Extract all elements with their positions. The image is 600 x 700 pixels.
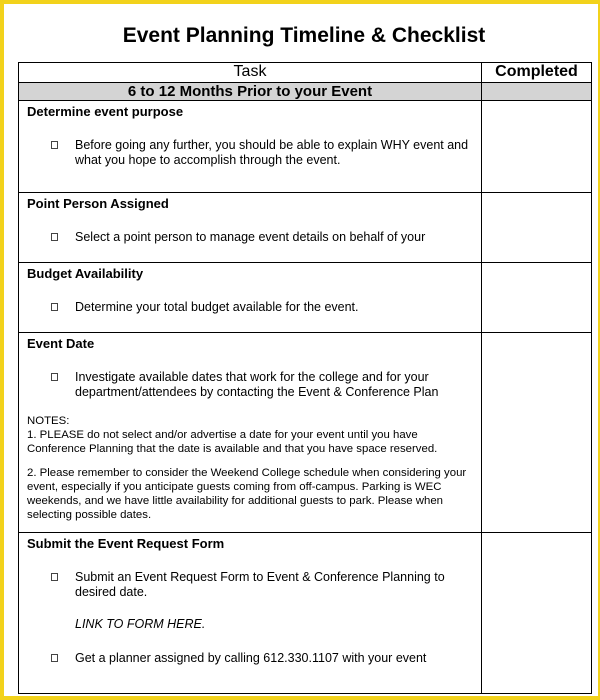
task-heading: Point Person Assigned <box>27 196 169 211</box>
checkbox[interactable] <box>51 141 58 149</box>
checkbox[interactable] <box>51 233 58 241</box>
form-link[interactable]: LINK TO FORM HERE. <box>75 617 206 631</box>
completed-cell[interactable] <box>482 333 592 533</box>
checklist-table <box>18 62 592 694</box>
checklist-item <box>19 230 481 245</box>
section-row <box>19 83 592 101</box>
note-1: 1. PLEASE do not select and/or advertise a date for your event until you have Conference Planning that the date is available and that you have space reserved. <box>27 429 438 455</box>
task-cell <box>19 101 482 193</box>
completed-cell[interactable] <box>482 101 592 193</box>
task-cell <box>19 333 482 533</box>
checklist-item-text: Submit an Event Request Form to Event & Conference Planning to desired date. <box>75 570 445 599</box>
task-column-header: Task <box>19 63 482 83</box>
task-cell <box>19 533 482 694</box>
table-row <box>19 263 592 333</box>
checklist-item <box>19 138 481 168</box>
document-title: Event Planning Timeline & Checklist <box>122 24 486 47</box>
section-completed-cell <box>482 83 592 101</box>
table-header-row <box>19 63 592 83</box>
checklist-item <box>19 370 481 400</box>
table-row <box>19 333 592 533</box>
completed-column-header: Completed <box>482 63 592 83</box>
checkbox[interactable] <box>51 303 58 311</box>
task-heading: Budget Availability <box>27 266 144 281</box>
task-heading: Submit the Event Request Form <box>27 536 225 551</box>
checklist-item-text: Get a planner assigned by calling 612.330.1107 with your event <box>75 651 427 665</box>
completed-cell[interactable] <box>482 193 592 263</box>
task-cell <box>19 263 482 333</box>
notes-label: NOTES: <box>27 415 70 427</box>
checkbox[interactable] <box>51 573 58 581</box>
table-row <box>19 193 592 263</box>
completed-cell[interactable] <box>482 263 592 333</box>
task-heading: Event Date <box>27 336 95 351</box>
table-row <box>19 101 592 193</box>
task-cell <box>19 193 482 263</box>
checklist-item-text: Before going any further, you should be able to explain WHY event and what you hope to accomplish through the event. <box>75 138 469 167</box>
checklist-item-text: Determine your total budget available for the event. <box>75 300 359 314</box>
checklist-item <box>19 570 481 600</box>
table-row <box>19 533 592 694</box>
checkbox[interactable] <box>51 654 58 662</box>
checkbox[interactable] <box>51 373 58 381</box>
task-heading: Determine event purpose <box>27 104 184 119</box>
note-2: 2. Please remember to consider the Weekend College schedule when considering your event, especially if you anticipate guests coming from off-campus. Parking is WEC weekends, and we have little availability for additional guests to park. Please when selecting possible dates. <box>27 467 467 521</box>
checklist-item-text: Select a point person to manage event details on behalf of your <box>75 230 426 244</box>
completed-cell[interactable] <box>482 533 592 694</box>
checklist-item-text: Investigate available dates that work for the college and for your department/attendees by contacting the Event & Conference Plan <box>75 370 439 399</box>
checklist-item <box>19 651 481 666</box>
checklist-item <box>19 300 481 315</box>
section-title: 6 to 12 Months Prior to your Event <box>19 83 482 101</box>
